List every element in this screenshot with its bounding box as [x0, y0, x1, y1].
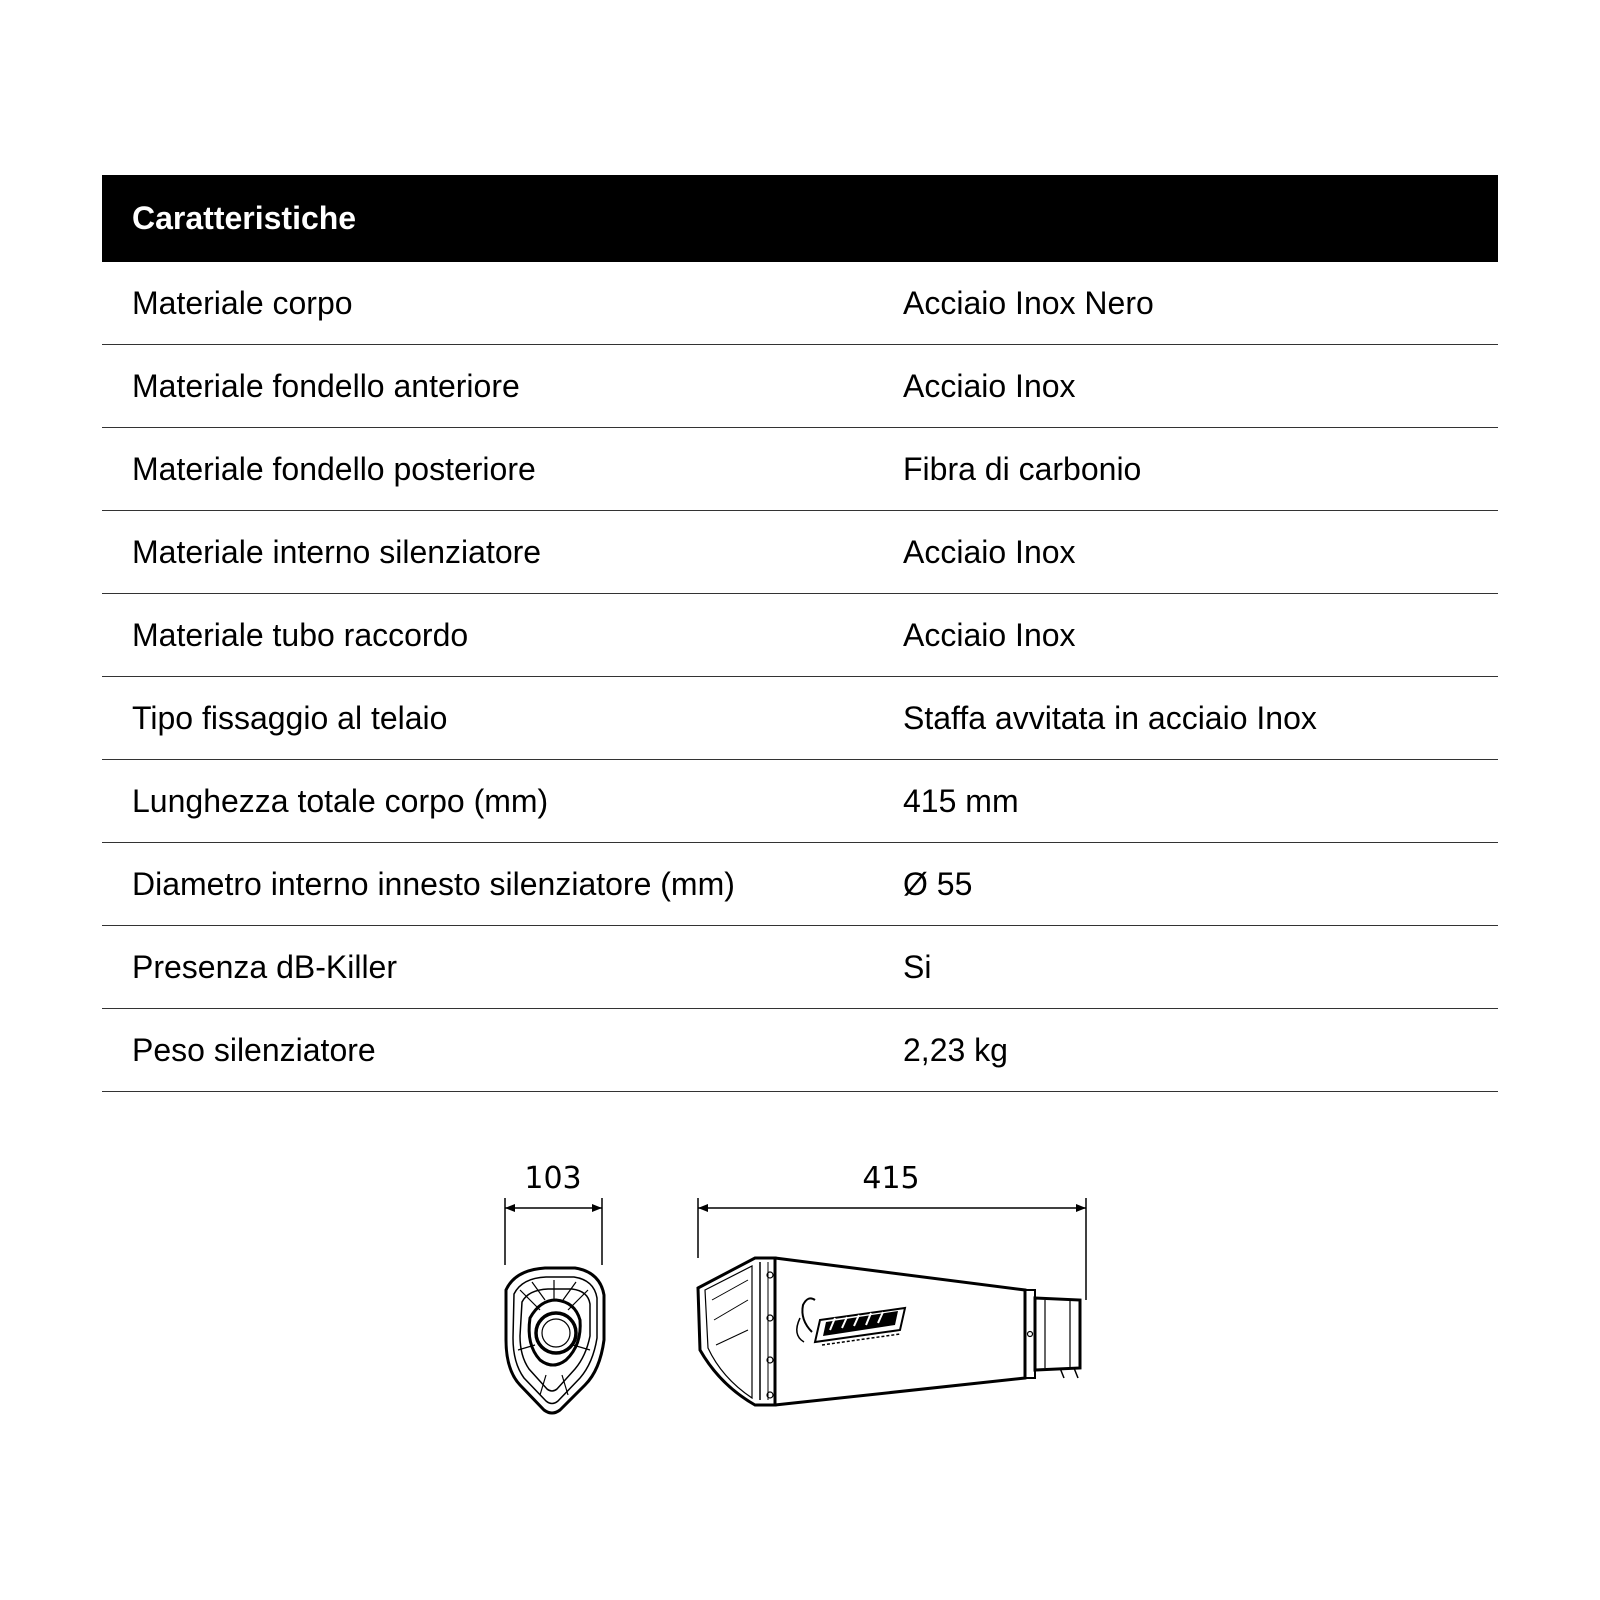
front-width-label: 103	[524, 1161, 582, 1196]
brand-logo	[815, 1308, 905, 1345]
row-value: Staffa avvitata in acciaio Inox	[903, 699, 1317, 736]
row-label: Peso silenziatore	[132, 1031, 376, 1068]
row-value: Acciaio Inox	[903, 367, 1076, 404]
side-dimension	[698, 1161, 1086, 1300]
row-value: 415 mm	[903, 782, 1019, 819]
row-label: Materiale tubo raccordo	[132, 616, 469, 653]
row-label: Presenza dB-Killer	[132, 948, 397, 985]
side-length-label: 415	[862, 1161, 920, 1196]
row-value: Ø 55	[903, 865, 973, 902]
row-label: Diametro interno innesto silenziatore (mm)	[132, 865, 735, 902]
row-value: Acciaio Inox	[903, 616, 1076, 653]
row-label: Materiale fondello posteriore	[132, 450, 536, 487]
front-dimension	[505, 1161, 602, 1265]
row-value: Fibra di carbonio	[903, 450, 1142, 487]
front-view-icon	[506, 1268, 604, 1413]
row-value: Si	[903, 948, 932, 985]
row-value: Acciaio Inox	[903, 533, 1076, 570]
row-value: Acciaio Inox Nero	[903, 284, 1154, 321]
row-value: 2,23 kg	[903, 1031, 1008, 1068]
table-header: Caratteristiche	[102, 175, 1498, 262]
row-label: Materiale corpo	[132, 284, 353, 321]
row-label: Materiale fondello anteriore	[132, 367, 520, 404]
row-label: Lunghezza totale corpo (mm)	[132, 782, 549, 819]
row-label: Materiale interno silenziatore	[132, 533, 542, 570]
row-label: Tipo fissaggio al telaio	[132, 699, 448, 736]
